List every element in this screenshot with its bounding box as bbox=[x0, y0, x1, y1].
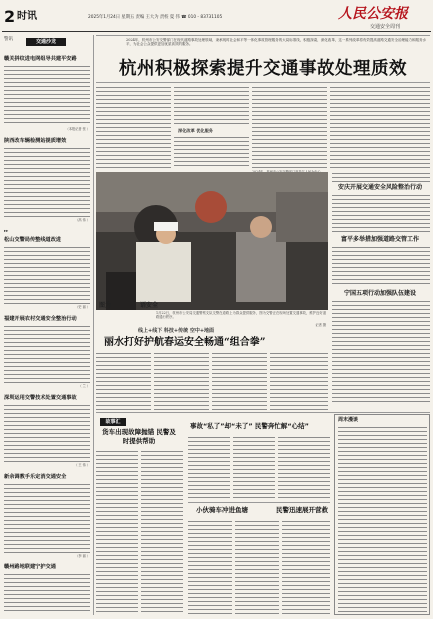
left-headline: 深圳运用交警技术处置交通事故 bbox=[4, 395, 77, 401]
page-number: 2 bbox=[4, 7, 16, 26]
side-box-text bbox=[338, 426, 427, 612]
bottom-body-text bbox=[235, 520, 279, 615]
lead-body-text bbox=[96, 86, 171, 168]
section-rule bbox=[96, 412, 430, 413]
bottom-body-text bbox=[233, 436, 275, 498]
right-body-text bbox=[332, 172, 430, 182]
left-byline: （史 丽 ） bbox=[75, 305, 90, 309]
intro-rule bbox=[96, 35, 430, 36]
side-box-title: 周末漫谈 bbox=[338, 417, 359, 423]
lead-body-text bbox=[174, 136, 249, 168]
left-body-text bbox=[4, 483, 90, 553]
right-headline: 安庆开展交通安全风险整治行动 bbox=[337, 184, 422, 191]
column-divider bbox=[93, 35, 94, 615]
left-column bbox=[2, 34, 92, 617]
bottom-headline: 事故“私了”却“未了” 民警奔忙解“心结” bbox=[190, 422, 309, 430]
bottom-headline: 小伙骑车冲进鱼塘 bbox=[196, 506, 248, 514]
masthead-rule bbox=[2, 31, 431, 32]
right-body-text bbox=[332, 246, 430, 286]
left-body-text bbox=[4, 325, 90, 383]
traffic-police-photo bbox=[96, 172, 328, 310]
left-headline: 松山交警局传整线道改进 bbox=[4, 237, 62, 243]
headline-rule bbox=[96, 82, 430, 83]
intro-text: 2024年，杭州市公安交警部门在现代道路事故处理领域，秉承现时社会和平等一体化事故管理服务的大局标准线，积极探索，深化改革，这一系列改革将有效提高道路交通安全治理能力和服务水平，为社会公众提供更加优质高效的服务。 bbox=[126, 38, 426, 47]
right-headline: 富平多举措加强道路交管工作 bbox=[340, 236, 419, 243]
bottom-headline: 民警迅速展开营救 bbox=[276, 506, 328, 514]
left-byline: （ 兰 ） bbox=[78, 384, 90, 388]
left-kicker: ▸▸ bbox=[4, 228, 9, 233]
left-body-text bbox=[4, 246, 90, 304]
left-byline: （本报记者 张 ） bbox=[65, 127, 90, 131]
bottom-body-text bbox=[282, 520, 330, 615]
section-label: 警讯 bbox=[4, 37, 13, 42]
bottom-body-text bbox=[188, 436, 230, 498]
lead-body-text bbox=[252, 86, 327, 168]
right-headline: 宁国五项行动加强队伍建设 bbox=[343, 290, 416, 297]
bottom-body-text bbox=[188, 520, 232, 615]
middle-strap: 线上+线下 科技+传统 空中+地面 bbox=[138, 328, 215, 334]
newspaper-logo: 人民公安报 bbox=[338, 6, 408, 22]
middle-body-text bbox=[270, 352, 328, 410]
section-name: 时讯 bbox=[17, 11, 37, 22]
left-body-text bbox=[4, 147, 90, 217]
intro-band bbox=[96, 35, 430, 55]
photo-caption: 1月22日，杭州市公安局交通警察支队交警在道路上为群众提供服务，图为交警正在现场处置交通事故，维护良好道路通行秩序。 bbox=[156, 311, 326, 320]
photo-credit: 记者 摄 bbox=[315, 323, 326, 327]
lead-photo bbox=[96, 172, 328, 310]
middle-body-text bbox=[154, 352, 209, 410]
right-body-text bbox=[332, 194, 430, 234]
left-byline: （高 伟 ） bbox=[75, 218, 90, 222]
middle-body-text bbox=[96, 352, 151, 410]
left-headline: 赣关拼纹进电网组导共建平安路 bbox=[4, 56, 77, 62]
photo-overlay-label: 图为 bbox=[99, 302, 112, 309]
left-headline: 福建开展农村交通安全整治行动 bbox=[4, 316, 77, 322]
left-headline: 新余调教手乐定消交通安全 bbox=[4, 474, 67, 480]
column-tag: 交通沙龙 bbox=[26, 38, 66, 46]
left-body-text bbox=[4, 65, 90, 125]
right-body-text bbox=[332, 300, 430, 405]
date-line: 2025年1月24日 星期五 责编 王大为 责校 夏 伟 ☎ 010 - 83731105 bbox=[88, 15, 223, 20]
lead-body-text bbox=[330, 86, 430, 168]
bottom-headline: 货车出现故障抛锚 民警及时提供帮助 bbox=[102, 428, 176, 445]
left-body-text bbox=[4, 404, 90, 462]
middle-headline: 丽水打好护航春运安全畅通“组合拳” bbox=[104, 337, 266, 348]
bottom-body-text bbox=[278, 436, 330, 498]
lead-headline: 杭州积极探索提升交通事故处理质效 bbox=[119, 59, 407, 79]
bottom-body-text bbox=[96, 450, 138, 615]
story-column-tag: 故事汇 bbox=[100, 418, 126, 426]
left-headline: 陕西改车辆检测站提质增效 bbox=[4, 138, 67, 144]
lead-body-text bbox=[174, 86, 249, 126]
logo-subtitle: 交通安全周刊 bbox=[370, 24, 401, 30]
side-box bbox=[334, 414, 430, 615]
photo-overlay-label: 语安全 bbox=[140, 302, 159, 309]
lead-subhead: 深化改革 优化服务 bbox=[178, 128, 213, 133]
left-byline: （ 王 伟 ） bbox=[74, 463, 90, 467]
masthead bbox=[0, 0, 433, 34]
left-byline: （李 丽 ） bbox=[75, 554, 90, 558]
left-headline: 赣州路地联建宁护交通 bbox=[4, 564, 56, 570]
left-body-text bbox=[4, 573, 90, 613]
bottom-rule bbox=[188, 502, 330, 503]
middle-body-text bbox=[212, 352, 267, 410]
bottom-body-text bbox=[141, 450, 183, 615]
